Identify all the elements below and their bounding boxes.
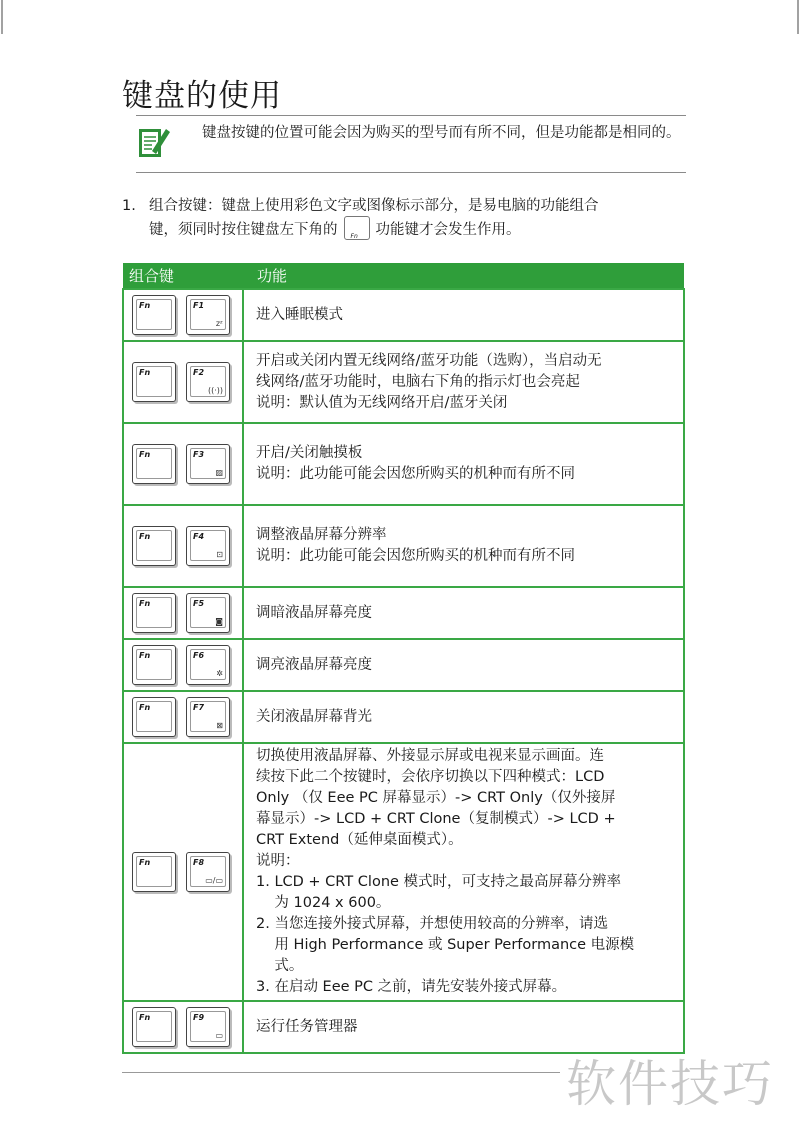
key-combo-cell xyxy=(123,423,243,505)
key-combo-cell xyxy=(123,691,243,743)
desc-line: Only （仅 Eee PC 屏幕显示）-> CRT Only（仅外接屏 xyxy=(256,790,616,806)
desc-line: 说明：此功能可能会因您所购买的机种而有所不同 xyxy=(256,466,575,482)
key-label: Fn xyxy=(139,532,151,541)
key-combo-cell xyxy=(123,1001,243,1053)
function-key-icon xyxy=(186,593,230,633)
function-desc-cell xyxy=(243,423,684,505)
key-combo-cell xyxy=(123,587,243,639)
fn-key-icon xyxy=(132,697,176,737)
key-combo-cell xyxy=(123,341,243,423)
key-glyph-icon: ◙ xyxy=(215,617,223,626)
key-label: Fn xyxy=(139,703,151,712)
function-key-icon xyxy=(186,1007,230,1047)
footer-rule xyxy=(122,1072,560,1073)
intro-line-1: 组合按键：键盘上使用彩色文字或图像标示部分，是易电脑的功能组合 xyxy=(149,198,599,214)
function-desc-cell xyxy=(243,639,684,691)
table-row xyxy=(123,341,684,423)
desc-line: 调亮液晶屏幕亮度 xyxy=(256,656,372,673)
fn-key-icon xyxy=(132,645,176,685)
function-desc-cell xyxy=(243,505,684,587)
desc-line: 为 1024 x 600。 xyxy=(256,895,391,911)
desc-line: 调整液晶屏幕分辨率 xyxy=(256,527,387,543)
table-row xyxy=(123,587,684,639)
key-glyph-icon: ▭/▭ xyxy=(205,876,223,885)
table-header-row xyxy=(123,263,684,289)
function-desc-cell xyxy=(243,341,684,423)
desc-line: 开启或关闭内置无线网络/蓝牙功能（选购），当启动无 xyxy=(256,352,602,369)
key-label: Fn xyxy=(139,858,151,867)
intro-line-2a: 键，须同时按住键盘左下角的 xyxy=(149,222,338,238)
function-desc-cell xyxy=(243,587,684,639)
desc-line: 1. LCD + CRT Clone 模式时，可支持之最高屏幕分辨率 xyxy=(256,874,622,890)
fn-key-label: Fn xyxy=(350,233,358,240)
desc-line: 式。 xyxy=(256,958,304,974)
desc-line: 续按下此二个按键时，会依序切换以下四种模式：LCD xyxy=(256,769,605,785)
watermark: 软件技巧 xyxy=(566,1055,774,1113)
key-glyph-icon: ▭ xyxy=(215,1031,223,1040)
table-row xyxy=(123,691,684,743)
function-key-icon xyxy=(186,645,230,685)
crop-mark-left xyxy=(0,0,10,40)
intro-number: 1. xyxy=(122,198,136,214)
note-box xyxy=(136,115,686,173)
table-row xyxy=(123,289,684,341)
desc-line: 线网络/蓝牙功能时，电脑右下角的指示灯也会亮起 xyxy=(256,373,580,390)
key-label: F6 xyxy=(193,651,205,660)
key-label: Fn xyxy=(139,301,151,310)
desc-line: 调暗液晶屏幕亮度 xyxy=(256,604,372,621)
desc-line: 3. 在启动 Eee PC 之前，请先安装外接式屏幕。 xyxy=(256,979,567,995)
desc-line: 幕显示）-> LCD + CRT Clone（复制模式）-> LCD + xyxy=(256,811,616,827)
table-row xyxy=(123,505,684,587)
desc-line: 切换使用液晶屏幕、外接显示屏或电视来显示画面。连 xyxy=(256,748,604,764)
table-row xyxy=(123,639,684,691)
key-combo-cell xyxy=(123,289,243,341)
function-desc-cell xyxy=(243,743,684,1001)
key-combo-cell xyxy=(123,743,243,1001)
key-label: F5 xyxy=(193,599,205,608)
fn-key-icon xyxy=(132,852,176,892)
key-glyph-icon: ⊠ xyxy=(216,721,223,730)
desc-line: 说明： xyxy=(256,853,300,869)
key-label: Fn xyxy=(139,368,151,377)
key-combo-table xyxy=(122,263,685,1054)
key-label: Fn xyxy=(139,599,151,608)
function-key-icon xyxy=(186,444,230,484)
key-label: Fn xyxy=(139,1013,151,1022)
function-key-icon xyxy=(186,852,230,892)
key-label: F8 xyxy=(193,858,205,867)
fn-key-icon xyxy=(344,216,370,240)
page-title: 键盘的使用 xyxy=(122,78,282,114)
key-label: F3 xyxy=(193,450,205,459)
fn-key-icon xyxy=(132,526,176,566)
key-label: Fn xyxy=(139,450,151,459)
desc-line: 2. 当您连接外接式屏幕，并想使用较高的分辨率，请选 xyxy=(256,916,608,932)
fn-key-icon xyxy=(132,362,176,402)
desc-line: CRT Extend（延伸桌面模式）。 xyxy=(256,832,463,848)
key-combo-cell xyxy=(123,639,243,691)
key-combo-cell xyxy=(123,505,243,587)
desc-line: 用 High Performance 或 Super Performance 电源模 xyxy=(256,937,635,953)
fn-key-icon xyxy=(132,295,176,335)
key-label: F2 xyxy=(193,368,205,377)
desc-line: 说明：此功能可能会因您所购买的机种而有所不同 xyxy=(256,548,575,564)
fn-key-icon xyxy=(132,1007,176,1047)
note-icon xyxy=(138,123,172,161)
function-key-icon xyxy=(186,295,230,335)
key-label: F9 xyxy=(193,1013,205,1022)
function-desc-cell xyxy=(243,691,684,743)
intro-line-2 xyxy=(149,218,521,242)
key-glyph-icon: ▨ xyxy=(215,468,223,477)
table-row xyxy=(123,423,684,505)
intro-line-2b: 功能键才会发生作用。 xyxy=(375,222,521,238)
desc-line: 运行任务管理器 xyxy=(256,1018,358,1035)
key-label: F4 xyxy=(193,532,205,541)
function-desc-cell xyxy=(243,289,684,341)
fn-key-icon xyxy=(132,593,176,633)
key-glyph-icon: zᶻ xyxy=(215,319,223,328)
function-key-icon xyxy=(186,362,230,402)
table-row xyxy=(123,743,684,1001)
desc-line: 关闭液晶屏幕背光 xyxy=(256,708,372,725)
header-combo: 组合键 xyxy=(123,263,243,289)
note-text: 键盘按键的位置可能会因为购买的型号而有所不同，但是功能都是相同的。 xyxy=(202,125,681,141)
key-label: F7 xyxy=(193,703,205,712)
crop-mark-right xyxy=(790,0,800,40)
fn-key-icon xyxy=(132,444,176,484)
header-function: 功能 xyxy=(243,263,684,289)
key-label: F1 xyxy=(193,301,205,310)
function-key-icon xyxy=(186,526,230,566)
function-key-icon xyxy=(186,697,230,737)
desc-line: 开启/关闭触摸板 xyxy=(256,445,363,461)
desc-line: 说明：默认值为无线网络开启/蓝牙关闭 xyxy=(256,394,508,411)
key-glyph-icon: ✲ xyxy=(216,669,223,678)
key-glyph-icon: ((·)) xyxy=(207,386,223,395)
desc-line: 进入睡眠模式 xyxy=(256,306,343,323)
key-label: Fn xyxy=(139,651,151,660)
key-glyph-icon: ⊡ xyxy=(216,550,223,559)
